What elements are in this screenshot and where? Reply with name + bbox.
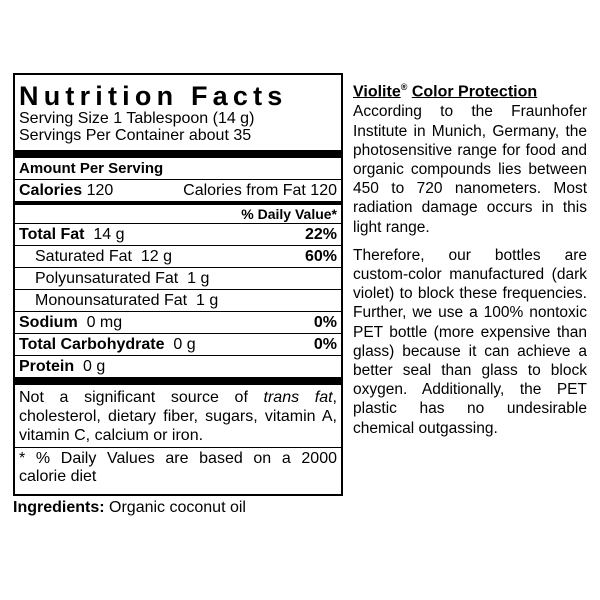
nutrient-dv: 60% [304, 248, 337, 265]
nutrient-label: Total Carbohydrate [19, 336, 165, 353]
nutrient-dv: 22% [304, 226, 337, 243]
nutrient-dv: 0% [313, 314, 337, 331]
calories-fat-label: Calories from Fat [183, 182, 306, 199]
ingredients-label: Ingredients: [13, 499, 105, 516]
brand-name: Violite [353, 83, 401, 101]
nutrient-row-sodium [19, 312, 337, 333]
nutrient-row-saturated-fat [19, 246, 337, 267]
daily-value-header: % Daily Value* [241, 206, 337, 222]
nutrient-amount: 0 g [83, 358, 106, 375]
note-prefix: Not a significant source of [19, 389, 264, 406]
note-suffix: , cholesterol, dietary fiber, sugars, vitamin A, vitamin C, calcium or iron. [19, 389, 337, 444]
nutrient-amount: 0 mg [86, 314, 123, 331]
nutrition-facts-title: Nutrition Facts [19, 81, 288, 111]
title-rest: Color Protection [411, 83, 538, 101]
not-significant-note [19, 385, 337, 447]
nutrient-amount: 1 g [187, 270, 210, 287]
amount-per-serving [19, 158, 337, 179]
nutrient-row-monounsaturated-fat [19, 290, 337, 311]
nutrition-facts-panel [13, 73, 343, 496]
servings-per-container: Servings Per Container about 35 [19, 127, 252, 144]
calories-row [19, 180, 337, 201]
ingredients-line [13, 499, 246, 517]
nutrient-row-total-carbohydrate [19, 334, 337, 355]
serving-size: Serving Size 1 Tablespoon (14 g) [19, 110, 255, 127]
calories-fat-value: 120 [310, 182, 337, 199]
registered-mark: ® [400, 82, 408, 92]
nutrient-label: Saturated Fat [35, 248, 132, 265]
note-italic: trans fat [263, 389, 333, 406]
nutrient-dv: 0% [313, 336, 337, 353]
divider-thick [15, 377, 341, 385]
color-protection-title [353, 77, 587, 102]
ingredients-text: Organic coconut oil [109, 499, 246, 516]
calories-label: Calories [19, 182, 83, 199]
nutrient-amount: 0 g [173, 336, 196, 353]
divider-thick [15, 150, 341, 158]
nutrient-amount: 1 g [195, 292, 219, 309]
nutrient-row-polyunsaturated-fat [19, 268, 337, 289]
nutrient-label: Protein [19, 358, 75, 375]
nutrient-label: Polyunsaturated Fat [35, 270, 179, 287]
amount-per-serving-label: Amount Per Serving [19, 160, 164, 177]
nutrient-label: Sodium [19, 314, 78, 331]
daily-value-footnote: * % Daily Values are based on a 2000 calorie diet [19, 450, 337, 485]
nutrient-label: Monounsaturated Fat [35, 292, 188, 309]
calories-value: 120 [86, 182, 114, 199]
nutrient-amount: 14 g [93, 226, 125, 243]
nutrient-row-protein [19, 356, 337, 377]
paragraph-1: According to the Fraunhofer Institute in Munich, Germany, the photosensitive range for food and organic compounds lies between 450 to 720 nanometers. Most radiation damage occurs in this light range. [353, 103, 587, 236]
color-protection-panel [353, 77, 587, 447]
paragraph-2: Therefore, our bottles are custom-color manufactured (dark violet) to block these frequencies. Further, we use a 100% nontoxic PET bottle (more expensive than glass) because it can achieve a better seal than glass to block oxygen. Additionally, the PET plastic has no undesirable chemical outgassing. [353, 246, 587, 437]
nutrient-amount: 12 g [140, 248, 172, 265]
nutrient-label: Total Fat [19, 226, 85, 243]
nutrient-row-total-fat [19, 224, 337, 245]
